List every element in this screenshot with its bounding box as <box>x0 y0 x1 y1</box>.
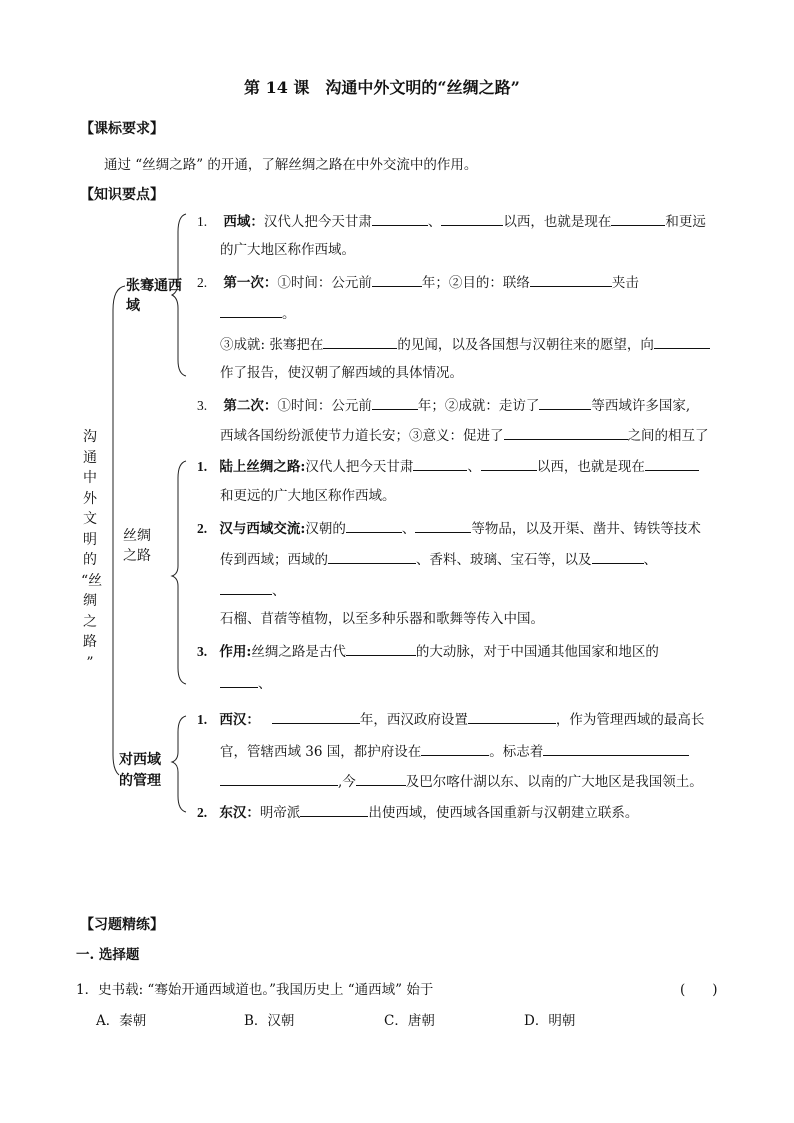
exercise-header: 【习题精练】 <box>80 917 164 933</box>
sr-line-2: 2. 汉与西域交流:汉朝的 、 等物品，以及开渠、凿井、铸铁等技术 <box>197 518 701 538</box>
ad-line-1: 1. 西汉： 年，西汉政府设置 ，作为管理西域的最高长 <box>197 709 704 729</box>
ad-line-1b: 官，管辖西域 36 国，都护府设在 。标志着 <box>220 741 689 761</box>
zq-line-1b: 的广大地区称作西域。 <box>220 242 355 258</box>
answer-paren: ( ) <box>680 982 718 998</box>
sr-line-3b: 、 <box>220 673 272 693</box>
knowledge-header: 【知识要点】 <box>80 187 164 203</box>
zq-line-1: 1. 西域：汉代人把今天甘肃 、 以西，也就是现在 和更远 <box>197 211 706 231</box>
sr-line-2d: 石榴、苜蓿等植物，以至多种乐器和歌舞等传入中国。 <box>220 611 544 627</box>
zq-line-3b: 西域各国纷纷派使节力道长安；③意义：促进了 之间的相互了 <box>220 425 709 445</box>
sr-line-2c: 、 <box>220 580 286 600</box>
branch-zhang-qian: 张骞通西域 <box>126 278 182 314</box>
sr-line-2b: 传到西域；西域的 、香料、玻璃、宝石等，以及 、 <box>220 549 657 569</box>
branch-administration: 对西域的管理 <box>119 752 161 789</box>
page-title: 第 14 课 沟通中外文明的“丝绸之路” <box>244 78 520 97</box>
zq-line-2c: ③成就: 张骞把在 的见闻，以及各国想与汉朝往来的愿望，向 <box>220 334 710 354</box>
ad-line-2: 2. 东汉：明帝派 出使西域，使西域各国重新与汉朝建立联系。 <box>197 802 638 822</box>
ad-line-1c: ,今 及巴尔喀什湖以东、以南的广大地区是我国领土。 <box>220 771 703 791</box>
question-type-header: 一. 选择题 <box>76 947 140 963</box>
option-a[interactable]: A．秦朝 <box>96 1013 147 1029</box>
branch-silk-road: 丝绸之路 <box>123 528 151 564</box>
sr-line-1b: 和更远的广大地区称作西域。 <box>220 488 396 504</box>
option-c[interactable]: C．唐朝 <box>384 1013 435 1029</box>
question-1: 1．史书载: “骞始开通西域道也。”我国历史上 “通西域” 始于 <box>76 982 434 998</box>
sr-line-3: 3. 作用:丝绸之路是古代 的大动脉，对于中国通其他国家和地区的 <box>197 641 659 661</box>
standard-header: 【课标要求】 <box>80 121 164 137</box>
option-d[interactable]: D．明朝 <box>524 1013 576 1029</box>
sr-line-1: 1. 陆上丝绸之路:汉代人把今天甘肃 、 以西，也就是现在 <box>197 456 699 476</box>
standard-text: 通过 “丝绸之路” 的开通，了解丝绸之路在中外交流中的作用。 <box>104 157 478 173</box>
zq-line-2d: 作了报告，使汉朝了解西域的具体情况。 <box>220 365 463 381</box>
mindmap-root: 沟 通 中 外 文 明 的 “丝 绸 之 路 ” <box>81 429 103 671</box>
zq-line-3: 3. 第二次：①时间：公元前 年；②成就：走访了 等西域许多国家, <box>197 395 690 415</box>
zq-line-2b: 。 <box>220 303 296 323</box>
option-b[interactable]: B．汉朝 <box>244 1013 295 1029</box>
zq-line-2: 2. 第一次：①时间：公元前 年；②目的：联络 夹击 <box>197 272 639 292</box>
